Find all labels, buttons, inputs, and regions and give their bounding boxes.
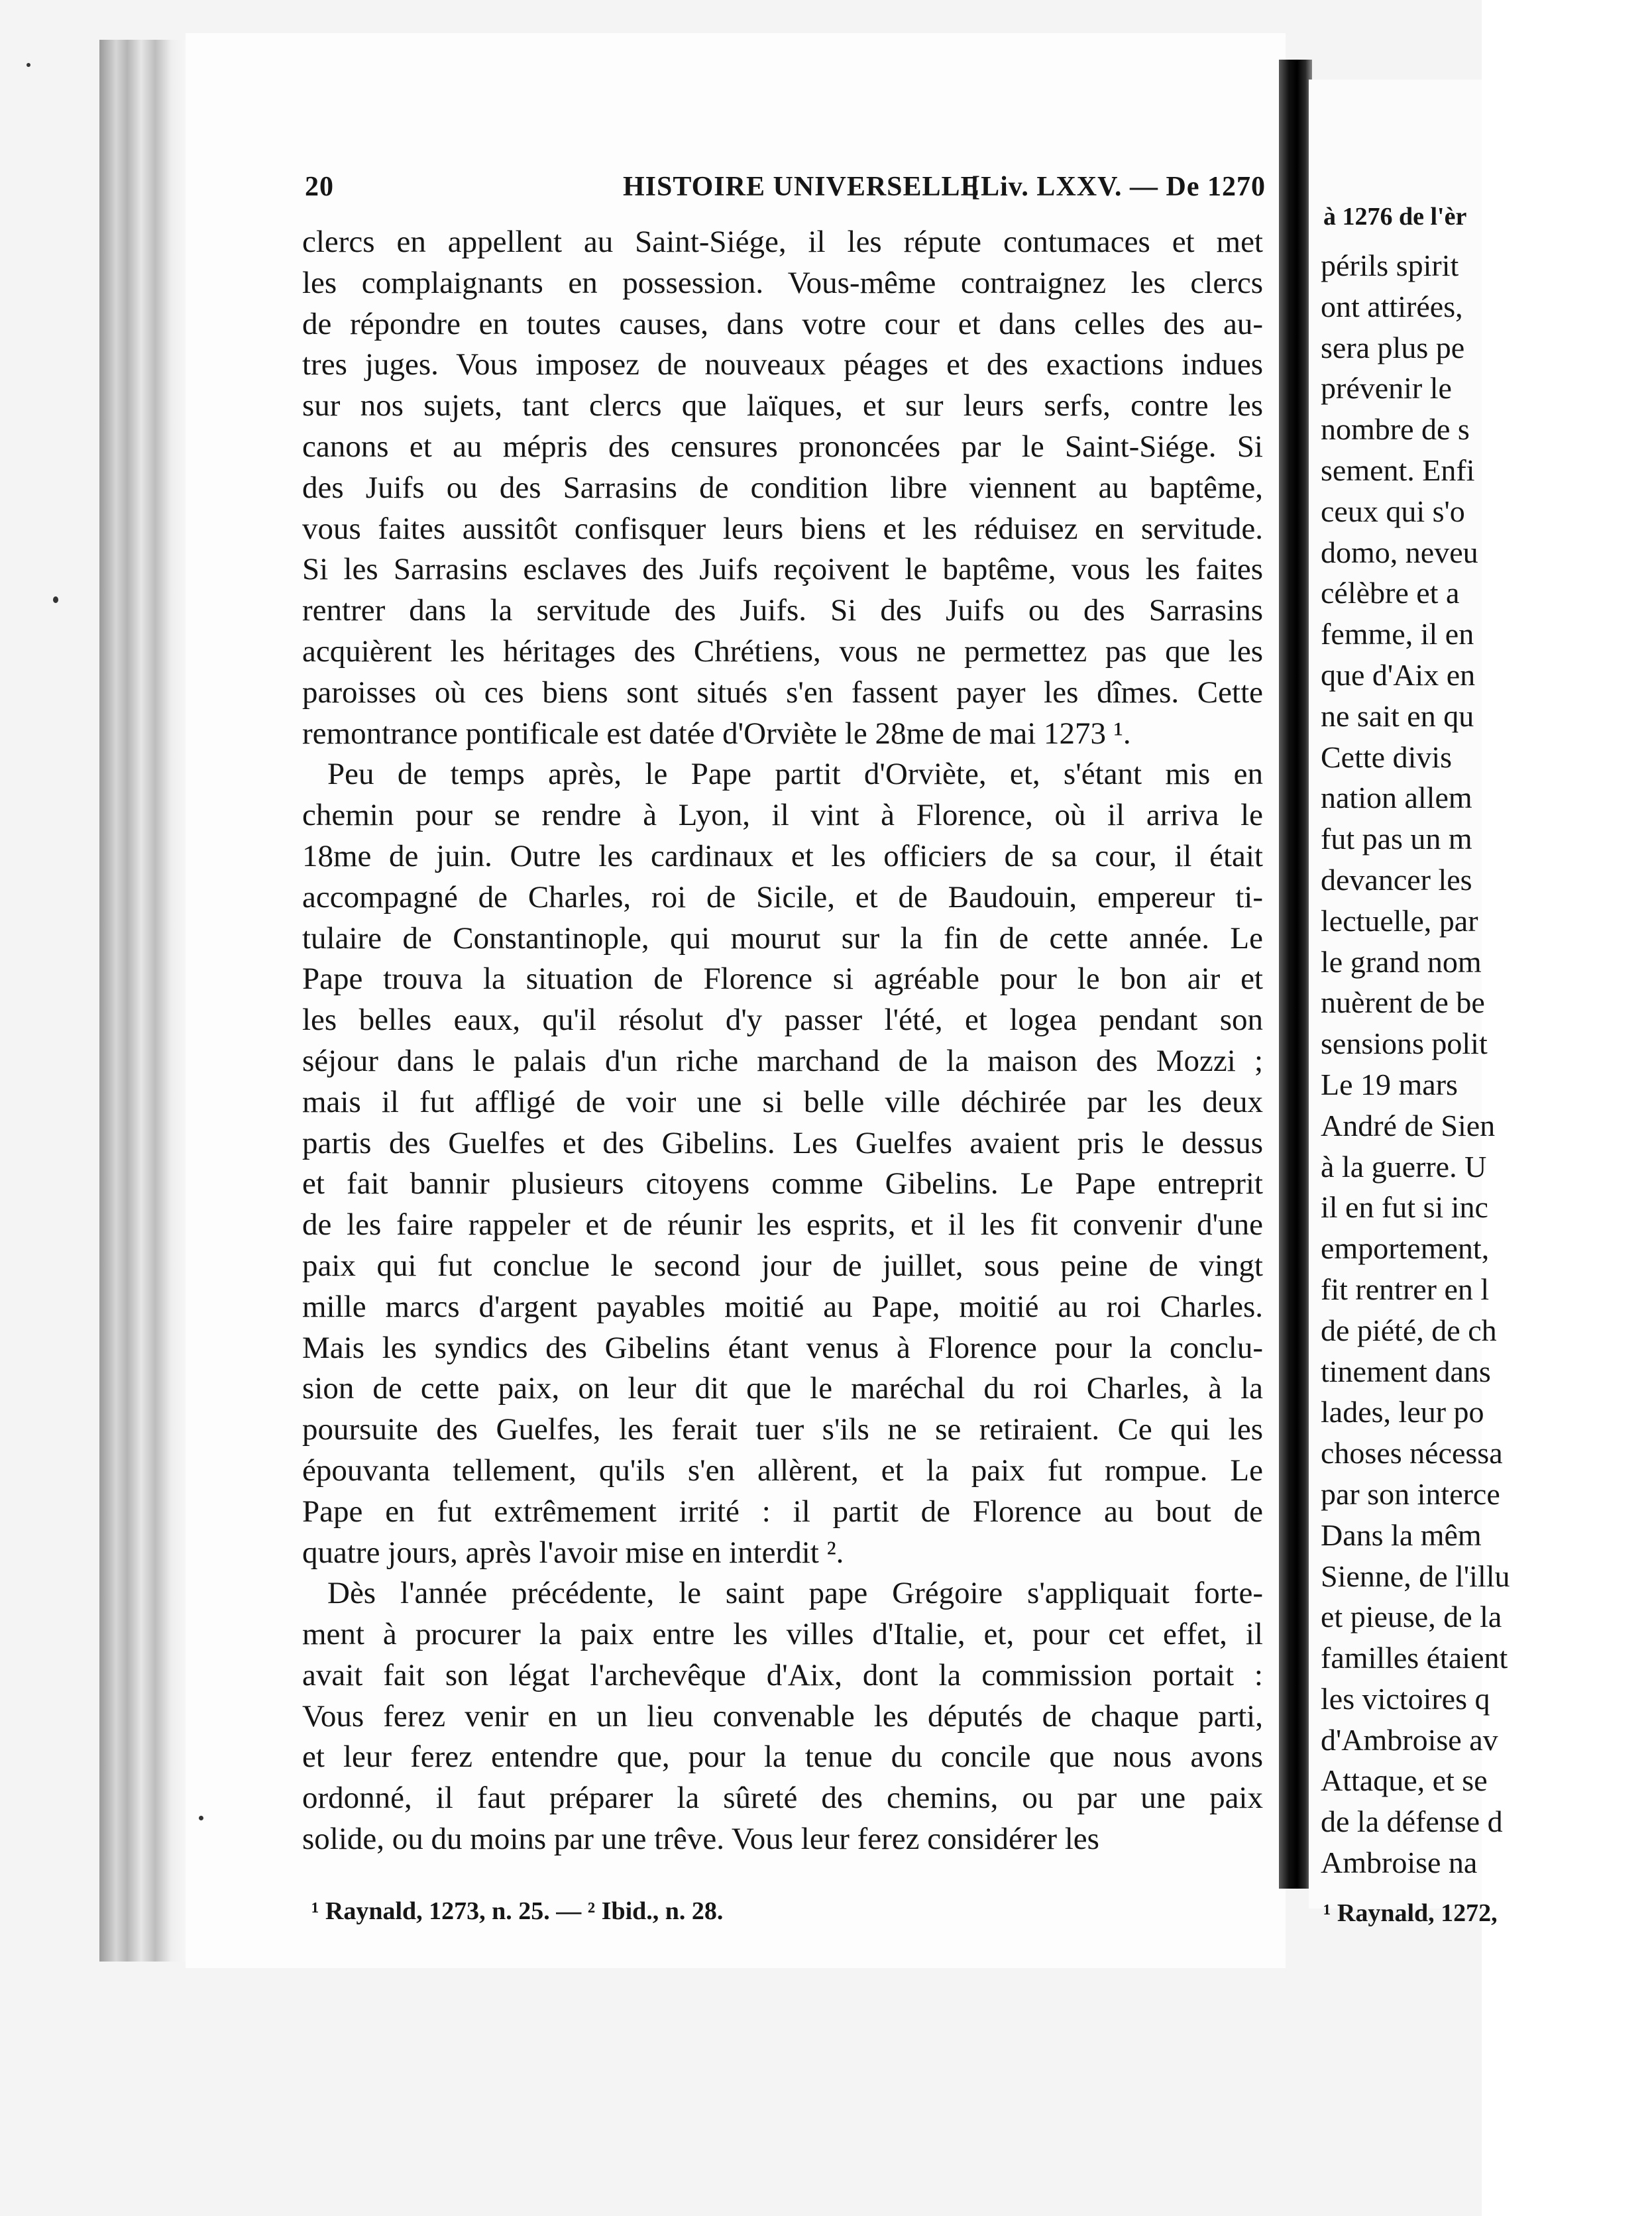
text-line: Le 19 mars [1321, 1067, 1458, 1101]
section-reference: [Liv. LXXV. — De 1270 [971, 172, 1266, 202]
text-line: et leur ferez entendre que, pour la tenue du concile que nous avons [302, 1740, 1263, 1775]
text-line: sion de cette paix, on leur dit que le maréchal du roi Charles, à la [302, 1371, 1263, 1406]
text-line: lades, leur po [1321, 1395, 1484, 1429]
footnotes: ¹ Raynald, 1273, n. 25. — ² Ibid., n. 28. [311, 1897, 724, 1925]
text-line: et pieuse, de la [1321, 1600, 1502, 1634]
text-line: de répondre en toutes causes, dans votre cour et dans celles des au- [302, 306, 1263, 341]
scan-speck [53, 596, 58, 603]
text-line: devancer les [1321, 862, 1472, 897]
text-line: d'Ambroise av [1321, 1722, 1498, 1757]
text-line: Dans la mêm [1321, 1518, 1482, 1552]
text-line: 18me de juin. Outre les cardinaux et les officiers de sa cour, il était [302, 838, 1263, 873]
text-line: fit rentrer en l [1321, 1272, 1490, 1306]
text-line: de la défense d [1321, 1804, 1503, 1839]
text-line: Sienne, de l'illu [1321, 1559, 1510, 1593]
text-line: mille marcs d'argent payables moitié au Pape, moitié au roi Charles. [302, 1289, 1263, 1324]
page-number: 20 [305, 172, 334, 202]
text-line: de les faire rappeler et de réunir les esprits, et il les fit convenir d'une [302, 1207, 1263, 1243]
text-line: acquièrent les héritages des Chrétiens, vous ne permettez pas que les [302, 634, 1263, 669]
text-line: à la guerre. U [1321, 1149, 1487, 1184]
right-page-text [1321, 245, 1652, 1883]
text-line: célèbre et a [1321, 576, 1460, 610]
text-line: solide, ou du moins par une trêve. Vous leur ferez considérer les [302, 1822, 1099, 1857]
text-line: paix qui fut conclue le second jour de juillet, sous peine de vingt [302, 1248, 1263, 1283]
text-line: quatre jours, après l'avoir mise en interdit ². [302, 1535, 844, 1570]
text-line: mais il fut affligé de voir une si belle ville déchirée par les deux [302, 1084, 1263, 1119]
text-line: choses nécessa [1321, 1436, 1503, 1470]
text-line: domo, neveu [1321, 535, 1478, 569]
text-line: ne sait en qu [1321, 698, 1474, 733]
text-line: tres juges. Vous imposez de nouveaux péages et des exactions indues [302, 347, 1263, 382]
text-line: Attaque, et se [1321, 1763, 1488, 1798]
text-line: que d'Aix en [1321, 657, 1476, 692]
text-line: chemin pour se rendre à Lyon, il vint à Florence, où il arriva le [302, 798, 1263, 833]
text-line: nombre de s [1321, 412, 1470, 447]
running-title: HISTOIRE UNIVERSELLE [623, 172, 980, 202]
right-page [1309, 80, 1510, 1927]
text-line: tinement dans [1321, 1354, 1491, 1388]
text-line: remontrance pontificale est datée d'Orviète le 28me de mai 1273 ¹. [302, 716, 1131, 751]
text-line: ment à procurer la paix entre les villes d'Italie, et, pour cet effet, il [302, 1617, 1263, 1652]
text-line: lectuelle, par [1321, 903, 1478, 938]
text-line: les victoires q [1321, 1681, 1490, 1716]
text-line: vous faites aussitôt confisquer leurs biens et les réduisez en servitude. [302, 511, 1263, 546]
text-line: paroisses où ces biens sont situés s'en fassent payer les dîmes. Cette [302, 675, 1263, 710]
text-line: partis des Guelfes et des Gibelins. Les Guelfes avaient pris le dessus [302, 1125, 1263, 1160]
text-line: rentrer dans la servitude des Juifs. Si des Juifs ou des Sarrasins [302, 593, 1263, 628]
text-line: avait fait son légat l'archevêque d'Aix, dont la commission portait : [302, 1657, 1263, 1692]
text-line: de piété, de ch [1321, 1313, 1497, 1347]
text-line: périls spirit [1321, 249, 1459, 282]
text-line: nation allem [1321, 781, 1472, 815]
text-line: André de Sien [1321, 1108, 1496, 1142]
text-line: les belles eaux, qu'il résolut d'y passer l'été, et logea pendant son [302, 1003, 1263, 1038]
text-line: ceux qui s'o [1321, 494, 1465, 528]
text-line: prévenir le [1321, 371, 1452, 406]
scan-speck [199, 1816, 203, 1820]
text-line: nuèrent de be [1321, 985, 1485, 1020]
body-text [302, 222, 1263, 1860]
text-line: Si les Sarrasins esclaves des Juifs reçoivent le baptême, vous les faites [302, 552, 1263, 587]
text-line: des Juifs ou des Sarrasins de condition libre viennent au baptême, [302, 470, 1263, 505]
text-line: Ambroise na [1321, 1846, 1478, 1880]
text-line: les complaignants en possession. Vous-même contraignez les clercs [302, 265, 1263, 300]
text-line: Vous ferez venir en un lieu convenable les députés de chaque parti, [302, 1698, 1263, 1734]
text-line: épouvanta tellement, qu'ils s'en allèrent, et la paix fut rompue. Le [302, 1453, 1263, 1488]
text-line: familles étaient [1321, 1641, 1508, 1675]
book-edge [99, 40, 192, 1962]
text-line: sement. Enfi [1321, 453, 1475, 487]
text-line: emportement, [1321, 1231, 1490, 1266]
text-line: Pape en fut extrêmement irrité : il partit de Florence au bout de [302, 1494, 1263, 1529]
text-line: il en fut si inc [1321, 1190, 1488, 1225]
text-line: poursuite des Guelfes, les ferait tuer s'ils ne se retiraient. Ce qui les [302, 1412, 1263, 1447]
text-line: tulaire de Constantinople, qui mourut sur la fin de cette année. Le [302, 920, 1263, 956]
text-line: Dès l'année précédente, le saint pape Grégoire s'appliquait forte- [327, 1576, 1263, 1611]
text-line: fut pas un m [1321, 822, 1472, 856]
text-line: ont attirées, [1321, 289, 1463, 323]
text-line: par son interce [1321, 1476, 1500, 1511]
text-line: femme, il en [1321, 617, 1474, 651]
text-line: sera plus pe [1321, 330, 1465, 364]
text-line: ordonné, il faut préparer la sûreté des chemins, ou par une paix [302, 1781, 1263, 1816]
text-line: Peu de temps après, le Pape partit d'Orviète, et, s'étant mis en [327, 757, 1263, 792]
text-line: et fait bannir plusieurs citoyens comme Gibelins. Le Pape entreprit [302, 1166, 1263, 1201]
text-line: accompagné de Charles, roi de Sicile, et de Baudouin, empereur ti- [302, 879, 1263, 914]
text-line: Pape trouva la situation de Florence si agréable pour le bon air et [302, 962, 1263, 997]
text-line: le grand nom [1321, 944, 1482, 979]
right-page-header: à 1276 de l'èr [1323, 203, 1467, 231]
text-line: sur nos sujets, tant clercs que laïques, et sur leurs serfs, contre les [302, 388, 1263, 423]
text-line: clercs en appellent au Saint-Siége, il les répute contumaces et met [302, 225, 1263, 259]
right-page-footnote: ¹ Raynald, 1272, [1323, 1899, 1498, 1927]
text-line: canons et au mépris des censures prononcées par le Saint-Siége. Si [302, 429, 1263, 464]
text-line: séjour dans le palais d'un riche marchand de la maison des Mozzi ; [302, 1043, 1263, 1078]
page-header [305, 171, 1266, 211]
text-line: Mais les syndics des Gibelins étant venus à Florence pour la conclu- [302, 1330, 1263, 1365]
text-line: sensions polit [1321, 1026, 1488, 1061]
text-line: Cette divis [1321, 740, 1453, 774]
scan-speck [27, 63, 30, 67]
book-gutter [1279, 60, 1312, 1889]
